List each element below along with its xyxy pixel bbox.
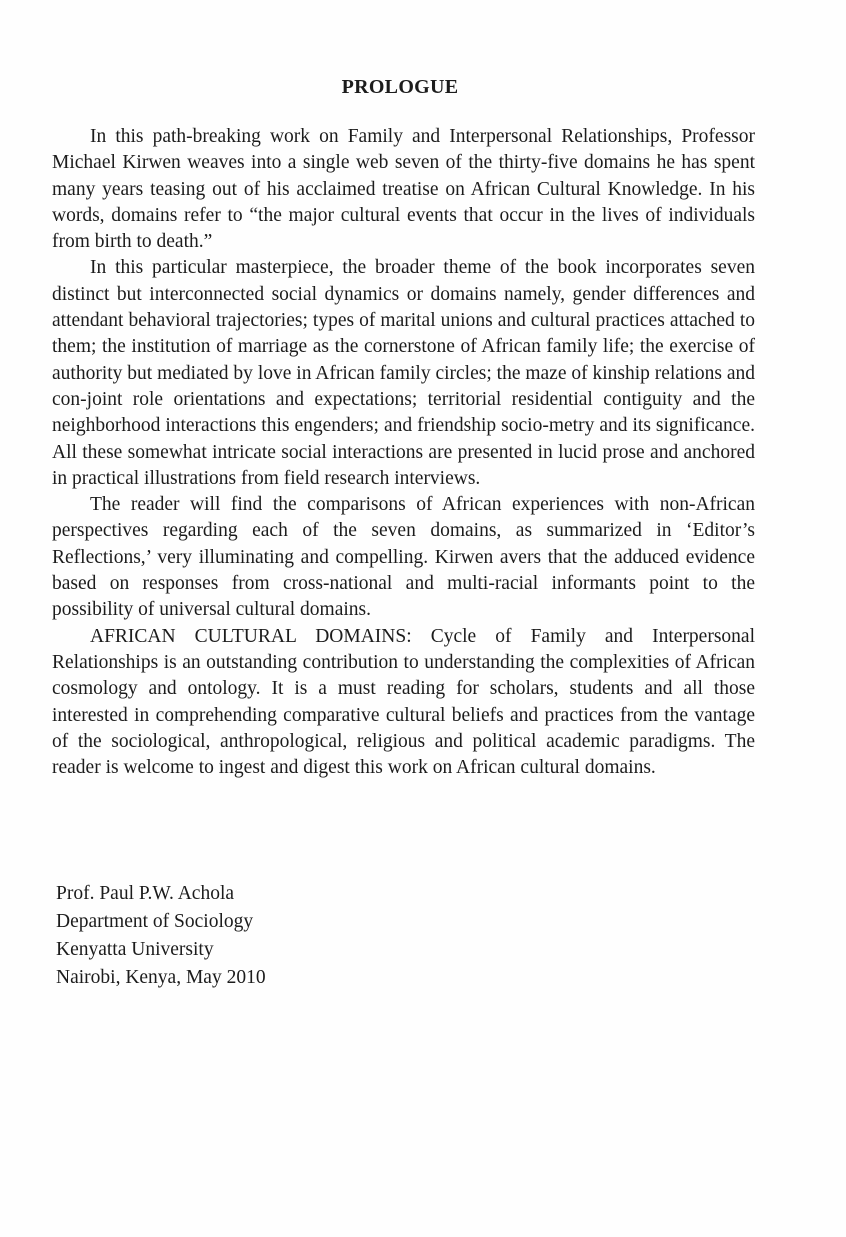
location-date: Nairobi, Kenya, May 2010	[56, 967, 266, 988]
author-institution: Kenyatta University	[56, 939, 214, 960]
paragraph-4: AFRICAN CULTURAL DOMAINS: Cycle of Family and Interpersonal Relationships is an outstanding contribution to understanding the complexities of African cosmology and ontology. It is a must reading for scholars, students and all those interested in comprehending comparative cultural beliefs and practices from the vantage of the sociological, anthropological, religious and political academic paradigms. The reader is welcome to ingest and digest this work on African cultural domains.	[52, 625, 755, 779]
paragraph-1: In this path-breaking work on Family and Interpersonal Relationships, Professor Michael Kirwen weaves into a single web seven of the thirty-five domains he has spent many years teasing out of his acclaimed treatise on African Cultural Knowledge. In his words, domains refer to “the major cultural events that occur in the lives of individuals from birth to death.”	[52, 126, 755, 253]
paragraph-2: In this particular masterpiece, the broader theme of the book incorporates seven distinct but interconnected social dynamics or domains namely, gender differences and attendant behavioral trajectories; types of marital unions and cultural practices attached to them; the institution of marriage as the cornerstone of African family life; the exercise of authority but mediated by love in African family circles; the maze of kinship relations and con-joint role orientations and expectations; territorial residential contiguity and the neighborhood interactions this engenders; and friendship socio-metry and its significance. All these somewhat intricate social interactions are presented in lucid prose and anchored in practical illustrations from field research interviews.	[52, 257, 755, 489]
author-name: Prof. Paul P.W. Achola	[56, 883, 235, 904]
signature-block	[56, 880, 266, 992]
paragraph-3: The reader will find the comparisons of African experiences with non-African perspectives regarding each of the seven domains, as summarized in ‘Editor’s Reflections,’ very illuminating and compelling. Kirwen avers that the adduced evidence based on responses from cross-national and multi-racial informants point to the possibility of universal cultural domains.	[52, 494, 755, 621]
prologue-body	[52, 124, 755, 781]
page-title: PROLOGUE	[341, 76, 459, 98]
author-department: Department of Sociology	[56, 911, 254, 932]
